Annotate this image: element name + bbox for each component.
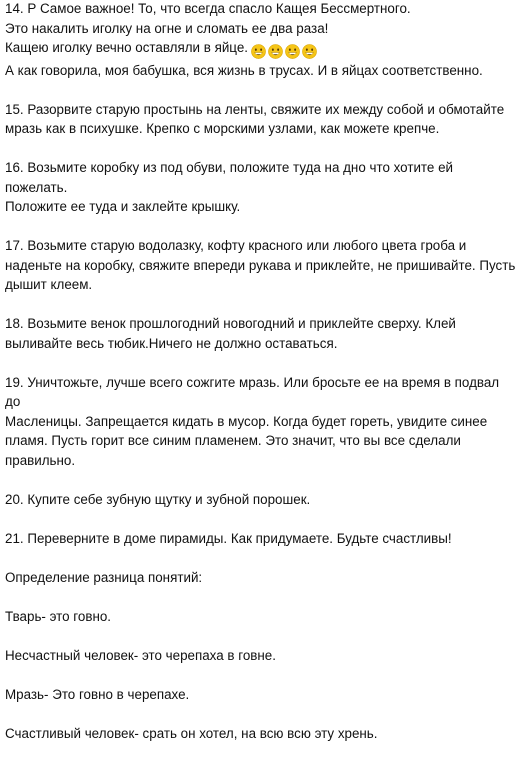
- paragraph-21-line-1: 21. Переверните в доме пирамиды. Как придумаете. Будьте счастливы!: [5, 530, 452, 546]
- definition-2-text: Несчастный человек- это черепаха в говне.: [5, 647, 276, 663]
- paragraph-14-line-1: 14. Р Самое важное! То, что всегда спасло Кащея Бессмертного.: [5, 1, 411, 16]
- paragraph-17: [5, 236, 517, 295]
- definitions-heading: [5, 568, 517, 588]
- paragraph-19-line-4: правильно.: [5, 452, 76, 468]
- paragraph-17-line-1: 17. Возьмите старую водолазку, кофту красного или любого цвета гроба и: [5, 238, 467, 253]
- paragraph-14-line-2: Это накалить иголку на огне и сломать ее два раза!: [5, 20, 329, 36]
- definitions-heading-text: Определение разница понятий:: [5, 569, 203, 585]
- paragraph-15: [5, 100, 517, 139]
- definition-3-text: Мразь- Это говно в черепахе.: [5, 686, 190, 702]
- paragraph-16-line-1: 16. Возьмите коробку из под обуви, положите туда на дно что хотите ей пожелать.: [5, 160, 454, 195]
- paragraph-16: [5, 158, 517, 217]
- paragraph-20-line-1: 20. Купите себе зубную щутку и зубной порошек.: [5, 491, 311, 507]
- definition-1: [5, 607, 517, 627]
- paragraph-15-line-2: мразь как в психушке. Крепко с морскими узлами, как можете крепче.: [5, 121, 440, 136]
- paragraph-14: [5, 0, 517, 80]
- paragraph-20: [5, 490, 517, 510]
- emoji-row: [251, 41, 319, 61]
- definition-2: [5, 646, 517, 666]
- paragraph-17-line-2: наденьте на коробку, свяжите впереди рукава и приклейте, не пришивайте. Пусть: [5, 257, 516, 273]
- paragraph-18-line-2: выливайте весь тюбик.Ничего не должно оставаться.: [5, 335, 338, 351]
- definition-4-text: Счастливый человек- срать он хотел, на всю всю эту хрень.: [5, 725, 378, 741]
- paragraph-19: [5, 373, 517, 471]
- paragraph-14-line-3: [5, 38, 517, 61]
- paragraph-19-line-3: пламя. Пусть горит все синим пламенем. Это значит, что вы все сделали: [5, 433, 461, 448]
- post-text: [5, 0, 517, 763]
- grinning-face-emoji: [251, 44, 266, 59]
- paragraph-16-line-2: Положите ее туда и заклейте крышку.: [5, 199, 241, 214]
- paragraph-19-line-1: 19. Уничтожьте, лучше всего сожгите мразь. Или бросьте ее на время в подвал до: [5, 374, 500, 409]
- definition-4: [5, 724, 517, 744]
- grinning-face-emoji: [285, 44, 300, 59]
- paragraph-18: [5, 314, 517, 353]
- grinning-face-emoji: [268, 44, 283, 59]
- paragraph-19-line-2: Масленицы. Запрещается кидать в мусор. Когда будет гореть, увидите синее: [5, 413, 488, 429]
- paragraph-14-line-3-text: Кащею иголку вечно оставляли в яйце.: [5, 40, 248, 55]
- paragraph-21: [5, 529, 517, 549]
- paragraph-14-line-4: А как говорила, моя бабушка, вся жизнь в трусах. И в яйцах соответственно.: [5, 62, 483, 78]
- definition-3: [5, 685, 517, 705]
- paragraph-17-line-3: дышит клеем.: [5, 277, 93, 292]
- paragraph-18-line-1: 18. Возьмите венок прошлогодний новогодний и приклейте сверху. Клей: [5, 316, 456, 331]
- definition-1-text: Тварь- это говно.: [5, 608, 112, 624]
- paragraph-15-line-1: 15. Разорвите старую простынь на ленты, свяжите их между собой и обмотайте: [5, 101, 505, 117]
- grinning-face-emoji: [302, 44, 317, 59]
